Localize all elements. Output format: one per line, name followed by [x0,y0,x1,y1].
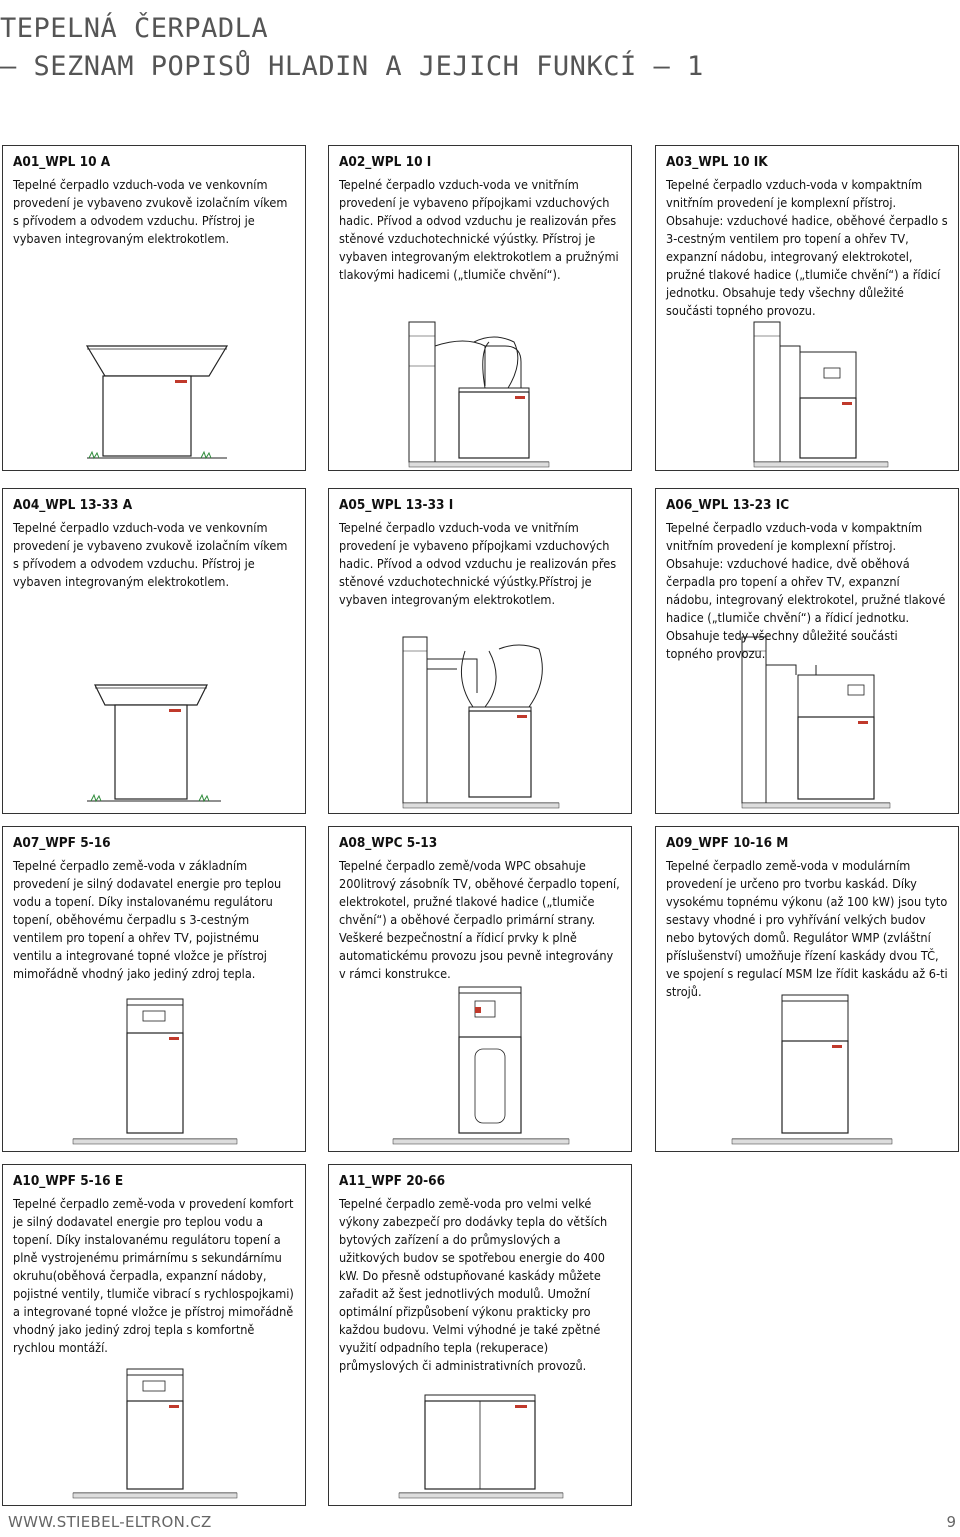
card-description: Tepelné čerpadlo země-voda v modulárním provedení je určeno pro tvorbu kaskád. Díky vysokému topnému výkonu (až 100 kW) jsou tyto sestavy vhodné i pro vyhřívání velkých budov nebo bytových domů. Regulátor WMP (zvláštní příslušenství) umožňuje řízení kaskády dvou TČ, ve spojení s regulací MSM lze řídit kaskádu až 6-ti strojů. [666,858,948,999]
card-code: A04_WPL 13-33 A [13,497,133,513]
card-code: A10_WPF 5-16 E [13,1173,124,1189]
card-code: A02_WPL 10 I [339,154,432,170]
card-a01 [2,145,306,471]
card-description: Tepelné čerpadlo vzduch-voda v kompaktním vnitřním provedení je komplexní přístroj. Obsahuje: vzduchové hadice, oběhové čerpadlo s 3-cestným ventilem pro topení a ohřev TV, expanzní nádobu, integrovaný elektrokotel, pružné tlakové hadice („tlumiče chvění“) a řídicí jednotku. Obsahuje tedy všechny důležité součásti topného provozu. [666,177,948,318]
card-description: Tepelné čerpadlo vzduch-voda ve vnitřním provedení je vybaveno přípojkami vzduchových hadic. Přívod a odvod vzduchu je realizován přes stěnové vzduchotechnické výústky. Přístroj je vybaven integrovaným elektrokotlem a pružnými tlakovými hadicemi („tlumiče chvění“). [339,177,619,282]
card-code: A08_WPC 5-13 [339,835,438,851]
card-a03 [655,145,959,471]
card-code: A05_WPL 13-33 I [339,497,454,513]
card-description: Tepelné čerpadlo vzduch-voda v kompaktním vnitřním provedení je komplexní přístroj. Obsahuje: vzduchové hadice, dvě oběhová čerpadla pro topení a ohřev TV, expanzní nádobu, integrovaný elektrokotel, pružné tlakové hadice („tlumiče chvění“) a řídicí jednotku. Obsahuje tedy všechny důležité součásti topného provozu. [666,520,946,661]
card-a08 [328,826,632,1152]
card-code: A07_WPF 5-16 [13,835,111,851]
card-code: A09_WPF 10-16 M [666,835,789,851]
card-code: A03_WPL 10 IK [666,154,768,170]
title-line-2: – SEZNAM POPISŮ HLADIN A JEJICH FUNKCÍ – 1 [0,51,704,82]
card-code: A01_WPL 10 A [13,154,111,170]
card-code: A06_WPL 13-23 IC [666,497,790,513]
page-title [0,10,704,86]
card-a05 [328,488,632,814]
card-a11 [328,1164,632,1506]
card-a07 [2,826,306,1152]
card-description: Tepelné čerpadlo vzduch-voda ve venkovním provedení je vybaveno zvukově izolačním víkem s přívodem a odvodem vzduchu. Přístroj je vybaven integrovaným elektrokotlem. [13,520,288,589]
card-a02 [328,145,632,471]
page-number: 9 [946,1513,956,1531]
card-a06 [655,488,959,814]
card-a04 [2,488,306,814]
card-a10 [2,1164,306,1506]
title-line-1: TEPELNÁ ČERPADLA [0,13,269,44]
card-description: Tepelné čerpadlo vzduch-voda ve vnitřním provedení je vybaveno přípojkami vzduchových hadic. Přívod a odvod vzduchu je realizován přes stěnové vzduchotechnické výústky.Přístroj je vybaven integrovaným elektrokotlem. [339,520,617,607]
card-description: Tepelné čerpadlo země-voda v základním provedení je silný dodavatel energie pro teplou vodu a topení. Díky instalovanému regulátoru topení, oběhovému čerpadlu s 3-cestným ventilem pro topení a ohřev TV, pojistnému ventilu a integrované topné vložce je přístroj mimořádně vhodný jako jediný zdroj tepla. [13,858,282,981]
card-description: Tepelné čerpadlo vzduch-voda ve venkovním provedení je vybaveno zvukově izolačním víkem s přívodem a odvodem vzduchu. Přístroj je vybaven integrovaným elektrokotlem. [13,177,288,246]
card-description: Tepelné čerpadlo země-voda v provedení komfort je silný dodavatel energie pro teplou vodu a topení. Díky instalovanému regulátoru topení a plně vystrojenému primárnímu s sekundárnímu okruhu(oběhová čerpadla, expanzní nádoby, pojistné ventily, tlumiče vibrací s rychlospojkami) a integrované topné vložce je přístroj mimořádně vhodný jako jediný zdroj tepla s komfortně rychlou montáží. [13,1196,294,1355]
card-description: Tepelné čerpadlo země-voda pro velmi velké výkony zabezpečí pro dodávky tepla do větších bytových zařízení a do průmyslových a užitkových budov se spotřebou energie do 400 kW. Do přesně odstupňované kaskády můžete zařadit až šest jednotlivých modulů. Umožní optimální přizpůsobení výkonu prakticky pro každou budovu. Velmi výhodné je také zpětné využití odpadního tepla (rekuperace) průmyslových či administrativních provozů. [339,1196,608,1373]
card-description: Tepelné čerpadlo země/voda WPC obsahuje 200litrový zásobník TV, oběhové čerpadlo topení, elektrokotel, pružné tlakové hadice („tlumiče chvění“) a oběhové čerpadlo primární strany. Veškeré bezpečnostní a řídicí prvky k plně automatickému provozu jsou pevně integrovány v rámci konstrukce. [339,858,620,981]
card-a09 [655,826,959,1152]
footer-website: WWW.STIEBEL-ELTRON.CZ [8,1513,212,1531]
card-code: A11_WPF 20-66 [339,1173,446,1189]
